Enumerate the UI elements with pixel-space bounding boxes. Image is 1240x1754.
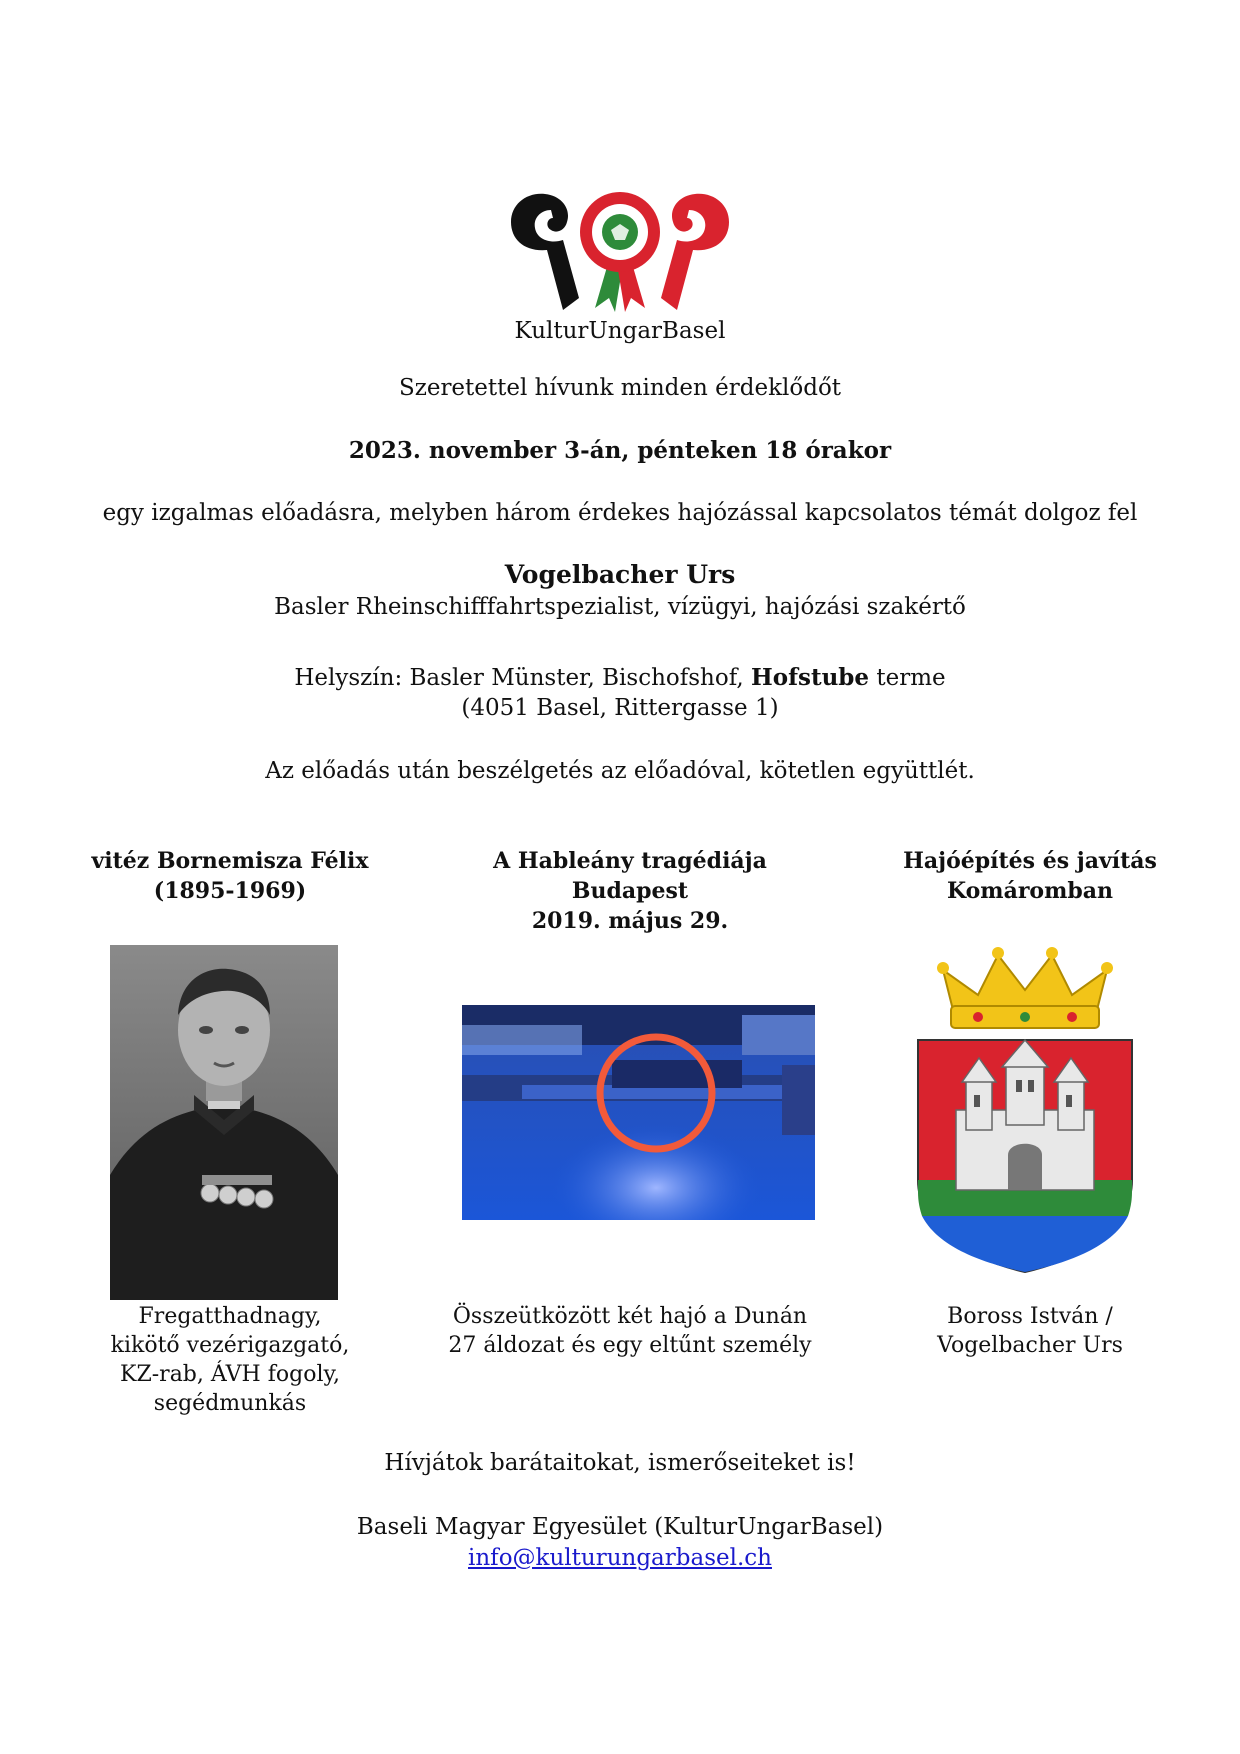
organization-name: Baseli Magyar Egyesület (KulturUngarBasel): [356, 1514, 884, 1540]
speaker-name: Vogelbacher Urs: [504, 560, 736, 589]
venue-address: (4051 Basel, Rittergasse 1): [461, 695, 779, 721]
topic-2-caption: [440, 1302, 820, 1360]
caption-line: Vogelbacher Urs: [937, 1333, 1123, 1358]
portrait-photo: [110, 945, 338, 1300]
topic-1-caption: [60, 1302, 400, 1418]
greeting: Szeretettel hívunk minden érdeklődőt: [398, 375, 842, 401]
komarom-coat-of-arms: [908, 940, 1142, 1275]
red-crozier-icon: [661, 194, 729, 310]
caption-line: segédmunkás: [153, 1391, 307, 1416]
email-link[interactable]: info@kulturungarbasel.ch: [468, 1545, 772, 1571]
topic-2-heading-line: 2019. május 29.: [531, 908, 729, 934]
topic-3-heading-line: Komáromban: [946, 878, 1114, 904]
caption-line: KZ-rab, ÁVH fogoly,: [120, 1362, 340, 1387]
invite-friends: Hívjátok barátaitokat, ismerőseiteket is!: [384, 1450, 856, 1476]
venue-prefix: Helyszín: Basler Münster, Bischofshof,: [294, 665, 752, 691]
caption-line: Boross István /: [947, 1304, 1113, 1329]
venue-suffix: terme: [869, 665, 946, 691]
ship-collision-photo: [462, 1005, 815, 1220]
topic-1-heading-line: (1895-1969): [153, 878, 307, 904]
topic-1-heading-line: vitéz Bornemisza Félix: [91, 848, 369, 874]
topic-2-heading-line: A Hableány tragédiája: [493, 848, 767, 874]
topic-2-heading: [460, 846, 800, 936]
topic-3-caption: [860, 1302, 1200, 1360]
black-crozier-icon: [511, 194, 579, 310]
contact-line: [0, 1545, 1240, 1571]
venue-room: Hofstube: [751, 664, 870, 691]
venue-line: [0, 664, 1240, 691]
caption-line: Összeütközött két hajó a Dunán: [452, 1304, 808, 1329]
caption-line: 27 áldozat és egy eltűnt személy: [448, 1333, 812, 1358]
kulturungarbasel-logo: [505, 180, 735, 315]
crown-icon: [937, 947, 1113, 1028]
topic-3-heading-line: Hajóépítés és javítás: [903, 848, 1157, 874]
logo-label: KulturUngarBasel: [514, 318, 726, 344]
caption-line: kikötő vezérigazgató,: [110, 1333, 350, 1358]
topic-3-heading: [860, 846, 1200, 906]
topic-2-heading-line: Budapest: [571, 878, 689, 904]
event-intro: egy izgalmas előadásra, melyben három érdekes hajózással kapcsolatos témát dolgoz fel: [102, 500, 1138, 526]
caption-line: Fregatthadnagy,: [138, 1304, 322, 1329]
topic-1-heading: [60, 846, 400, 906]
speaker-title: Basler Rheinschifffahrtspezialist, vízügyi, hajózási szakértő: [274, 594, 966, 620]
after-talk-note: Az előadás után beszélgetés az előadóval, kötetlen együttlét.: [265, 758, 975, 784]
event-datetime: 2023. november 3-án, pénteken 18 órakor: [348, 437, 892, 464]
